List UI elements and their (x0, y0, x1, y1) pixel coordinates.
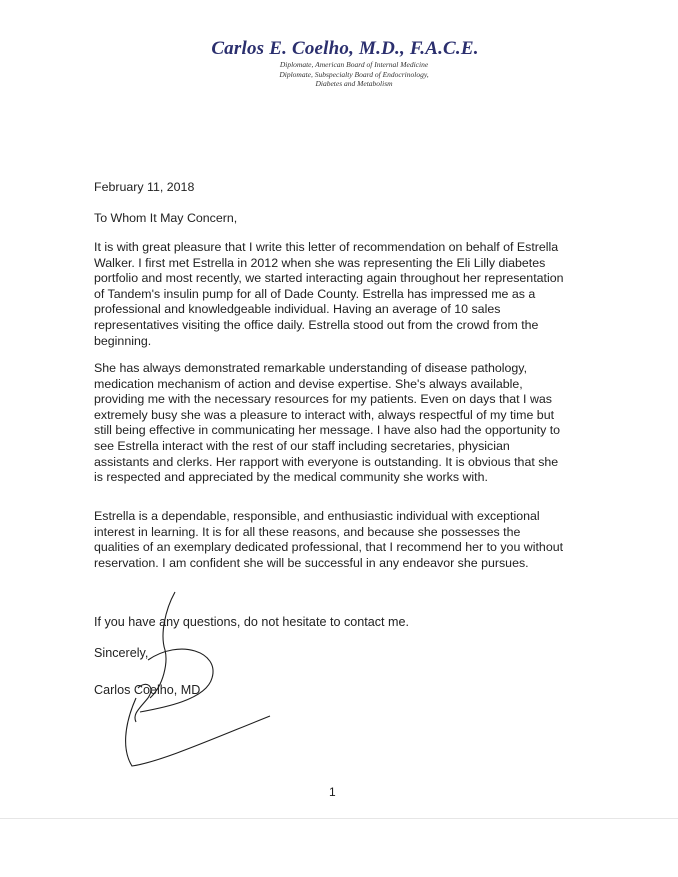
page-bottom-divider (0, 818, 678, 819)
paragraph-introduction (94, 240, 564, 349)
paragraph-text: Estrella is a dependable, responsible, and enthusiastic individual with exceptional (94, 509, 540, 523)
credential-line: Diplomate, American Board of Internal Medicine (279, 60, 429, 69)
paragraph-text: It is with great pleasure that I write this letter of recommendation on behalf of Estrella Walker. I first met Estrella in 2012 when she was representing the Eli Lilly diabetes portfolio and most recently, we started interacting again throughout her representation of Tandem's insulin pump for all of Dade County. Estrella has impressed me as a professional and knowledgeable individual. Having an average of 10 sales representatives visiting the office daily. Estrella stood out from the crowd from the beginning. (94, 240, 564, 348)
sign-off: Sincerely, (94, 646, 149, 660)
credential-line: Diabetes and Metabolism (315, 79, 393, 88)
handwritten-signature (120, 590, 290, 780)
paragraph-recommendation (94, 509, 564, 571)
page-number: 1 (329, 785, 336, 799)
paragraph-text: She has always demonstrated remarkable understanding of disease pathology, medication mechanism of action and devise expertise. She's always available, providing me with the necessary resources for my patients. Even on days that I was extremely busy she was a pleasure to interact with, always respectful of my time but still being effective in communicating her message. I have also had the opportunity to see Estrella interact with the rest of our staff including secretaries, physician assistants and clerks. Her rapport with everyone is outstanding. It is obvious that she is respected and appreciated by the medical community she works with. (94, 361, 561, 485)
closing-line: If you have any questions, do not hesitate to contact me. (94, 615, 410, 629)
doctor-name: Carlos E. Coelho, M.D., F.A.C.E. (211, 38, 479, 59)
letter-date: February 11, 2018 (94, 180, 195, 194)
letterhead (0, 38, 678, 89)
paragraph-text: interest in learning. It is for all these reasons, and because she possesses the qualities of an exemplary dedicated professional, that I recommend her to you without reservation. I am confident she will be successful in any endeavor she pursues. (94, 524, 564, 570)
salutation: To Whom It May Concern, (94, 211, 238, 225)
signer-name: Carlos Coelho, MD (94, 683, 201, 697)
paragraph-qualities (94, 361, 564, 486)
credential-line: Diplomate, Subspecialty Board of Endocrinology, (279, 69, 429, 79)
